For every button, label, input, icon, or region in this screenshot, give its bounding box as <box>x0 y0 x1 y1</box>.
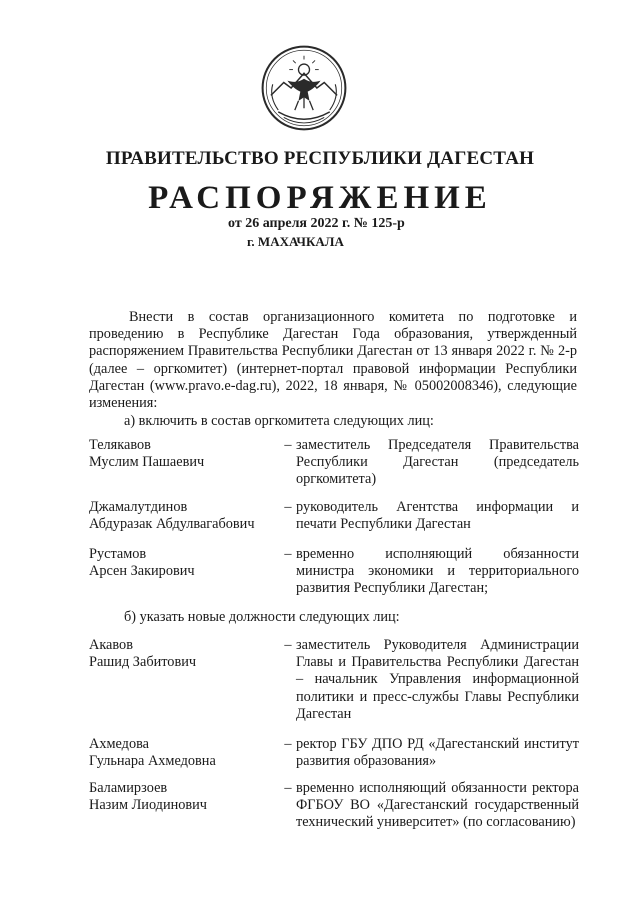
member-dash: – <box>284 736 292 752</box>
member-position: руководитель Агентства информации и печати Республики Дагестан <box>296 499 579 533</box>
member-given-name: Абдуразак Абдулвагабович <box>89 516 255 533</box>
member-name <box>89 499 279 533</box>
section-b-heading: б) указать новые должности следующих лиц: <box>124 609 400 625</box>
member-position: временно исполняющий обязанности ректора ФГБОУ ВО «Дагестанский государственный технический университет» (по согласованию) <box>296 780 579 831</box>
member-name <box>89 437 279 471</box>
member-given-name: Назим Лиодинович <box>89 797 207 814</box>
member-position: заместитель Председателя Правительства Республики Дагестан (председатель оргкомитета) <box>296 437 579 488</box>
member-given-name: Гульнара Ахмедовна <box>89 753 216 770</box>
member-surname: Акавов <box>89 637 133 653</box>
member-given-name: Арсен Закирович <box>89 563 195 580</box>
member-name <box>89 637 279 671</box>
member-surname: Баламирзоев <box>89 780 168 796</box>
government-title: ПРАВИТЕЛЬСТВО РЕСПУБЛИКИ ДАГЕСТАН <box>105 148 535 169</box>
intro-text: Внести в состав организационного комитета по подготовке и проведению в Республике Дагестан Года образования, утвержденный распоряжением Правительства Республики Дагестан от 13 января 2022 г. № 2-р (далее – оргкомитет) (интернет-портал правовой информации Республики Дагестан (www.pravo.e-dag.ru), 2022, 18 января, № 05002008346), следующие изменения: <box>89 309 577 412</box>
member-dash: – <box>284 637 292 653</box>
member-name <box>89 546 279 580</box>
member-dash: – <box>284 780 292 796</box>
member-given-name: Рашид Забитович <box>89 654 197 671</box>
member-surname: Телякавов <box>89 437 151 453</box>
member-dash: – <box>284 546 292 562</box>
member-position: временно исполняющий обязанности министра экономики и территориального развития Республики Дагестан; <box>296 546 579 597</box>
document-date-number: от 26 апреля 2022 г. № 125-р <box>228 216 405 231</box>
intro-paragraph <box>89 309 577 412</box>
member-surname: Джамалутдинов <box>89 499 188 515</box>
coat-of-arms-icon <box>258 42 350 134</box>
member-dash: – <box>284 437 292 453</box>
member-name <box>89 736 279 770</box>
member-position: ректор ГБУ ДПО РД «Дагестанский институт развития образования» <box>296 736 579 770</box>
member-position: заместитель Руководителя Администрации Главы и Правительства Республики Дагестан – начальник Управления информационной политики и пресс-службы Главы Республики Дагестан <box>296 637 579 722</box>
member-given-name: Муслим Пашаевич <box>89 454 205 471</box>
document-city: г. МАХАЧКАЛА <box>247 234 344 249</box>
member-surname: Рустамов <box>89 546 147 562</box>
member-surname: Ахмедова <box>89 736 150 752</box>
section-a-heading: а) включить в состав оргкомитета следующих лиц: <box>124 413 434 429</box>
document-type: РАСПОРЯЖЕНИЕ <box>148 180 492 216</box>
member-name <box>89 780 279 814</box>
member-dash: – <box>284 499 292 515</box>
